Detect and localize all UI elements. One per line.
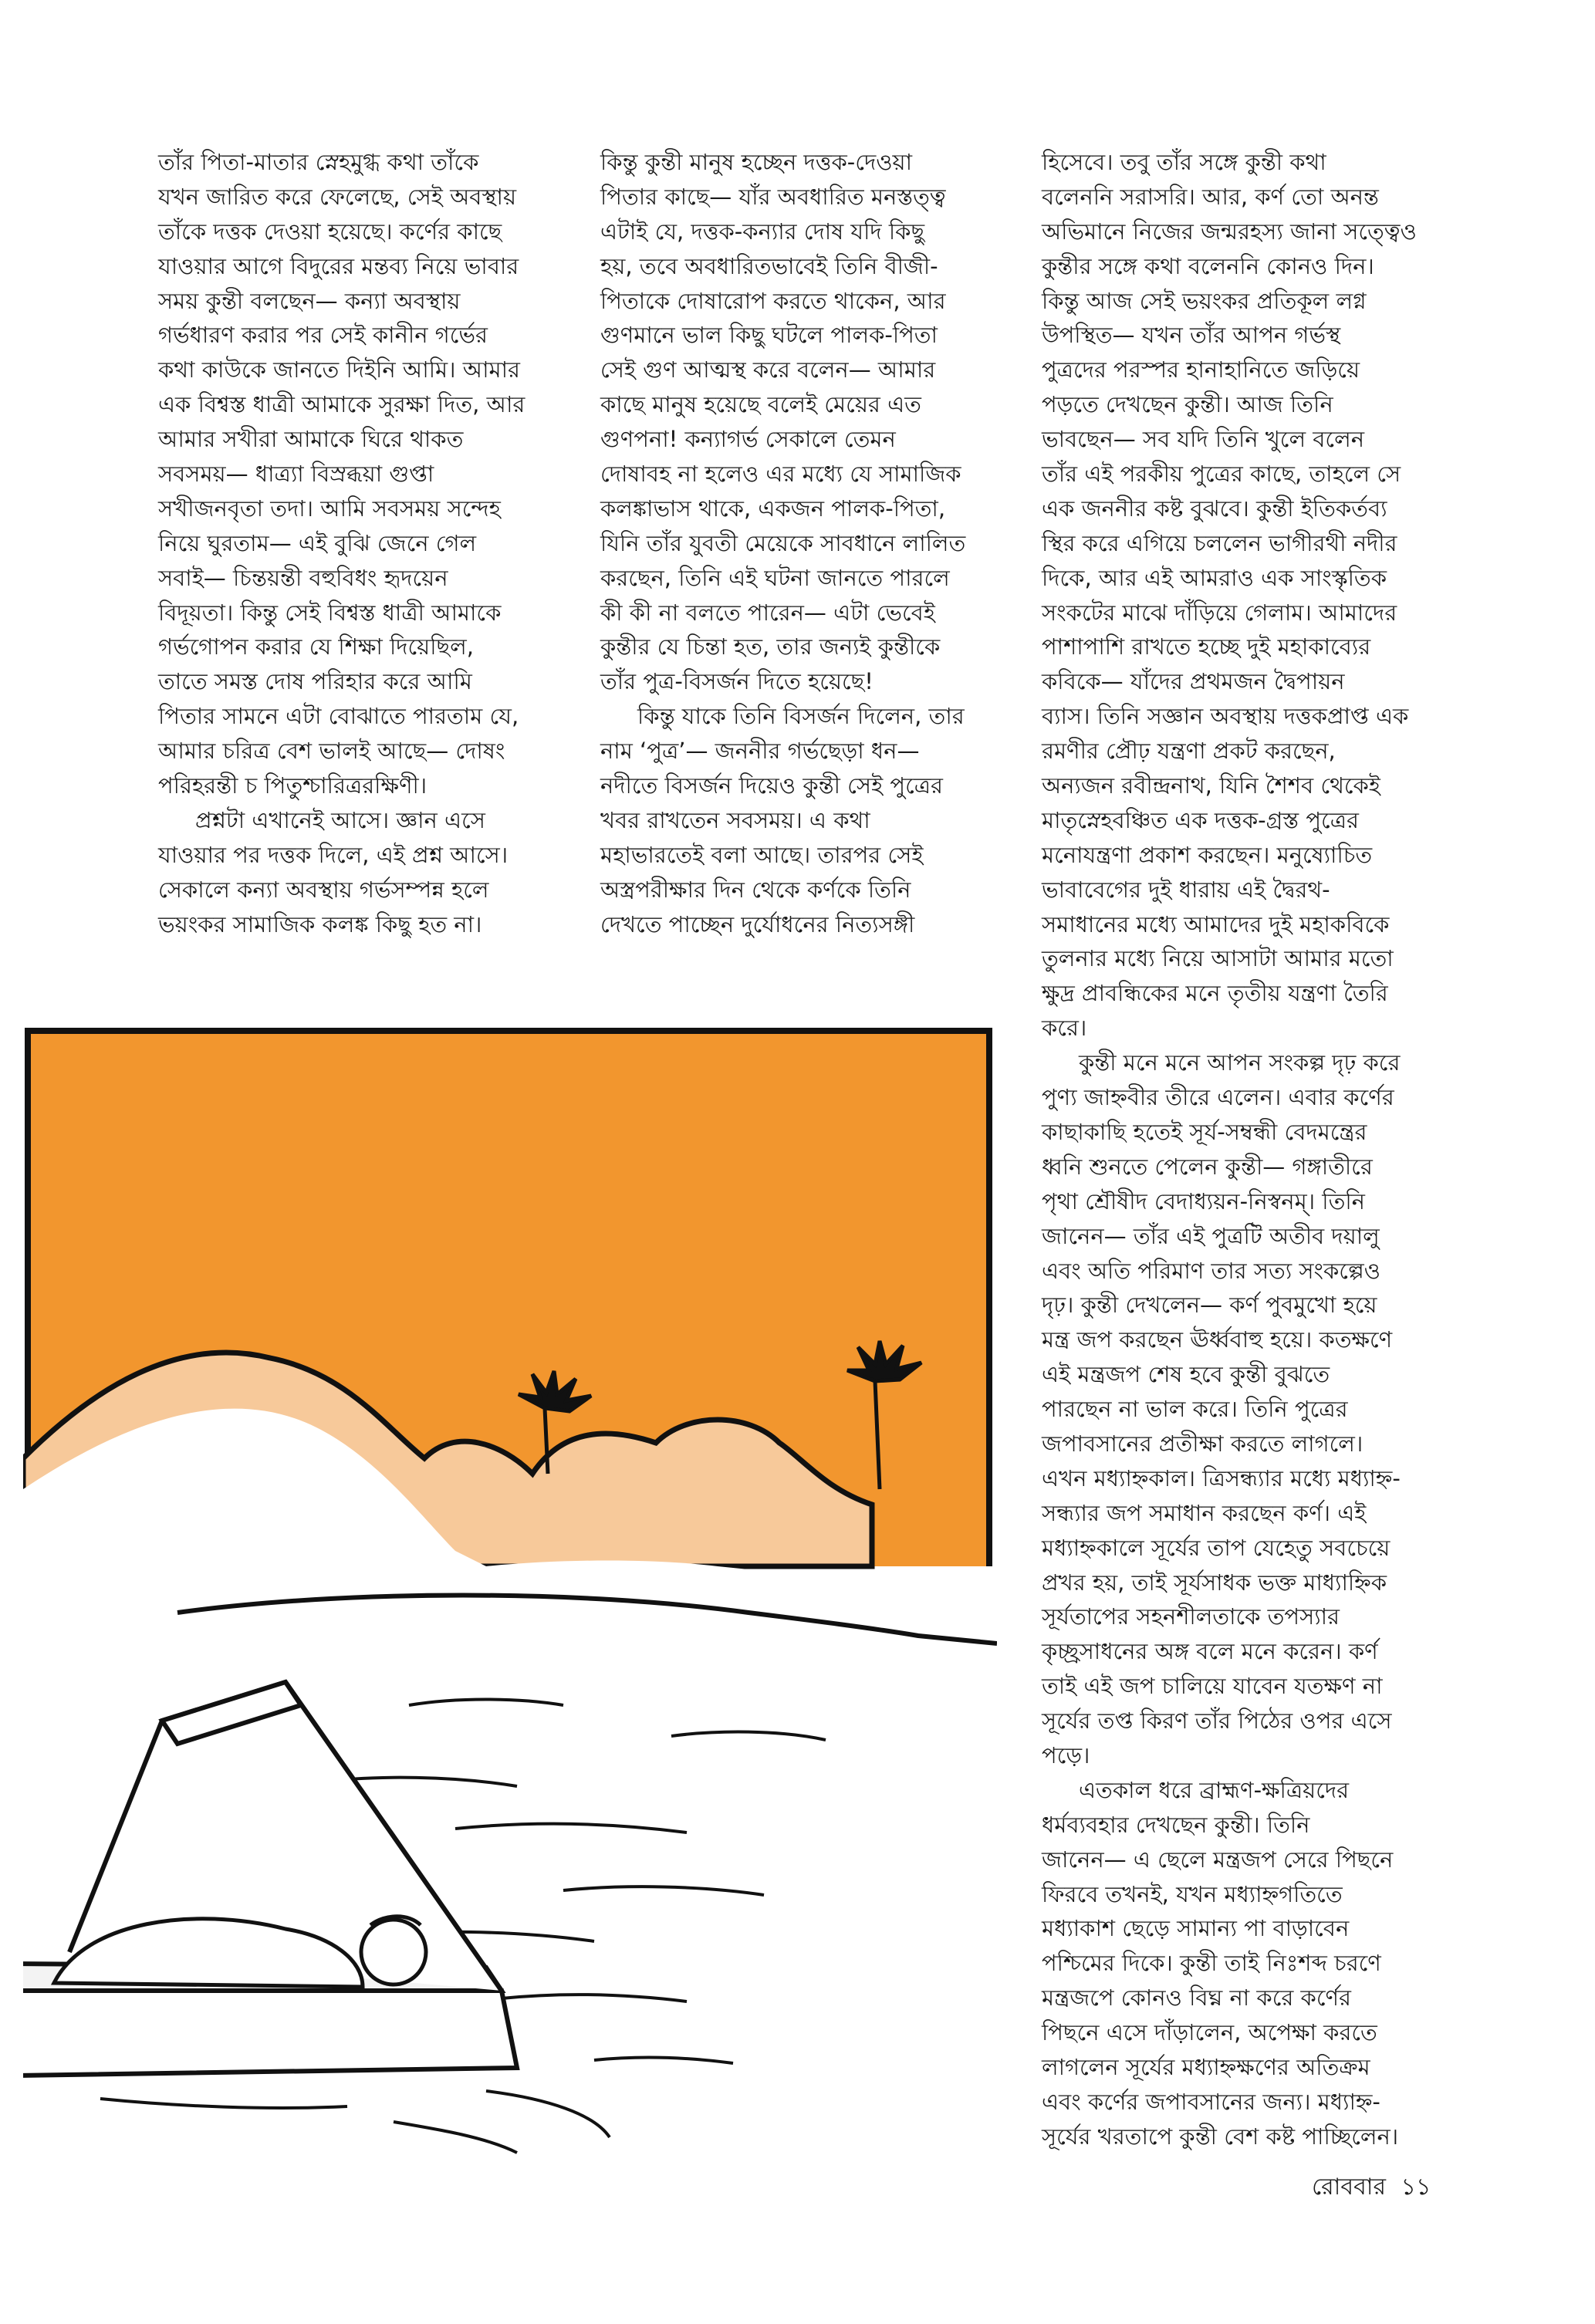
column-3-line: দৃঢ়। কুন্তী দেখলেন— কর্ণ পুবমুখো হয়ে [1042, 1292, 1377, 1319]
column-3-line: মনোযন্ত্রণা প্রকাশ করছেন। মনুষ্যোচিত [1042, 841, 1373, 868]
column-3-line: পারছেন না ভাল করে। তিনি পুত্রের [1042, 1396, 1348, 1423]
column-3-line: ভাবাবেগের দুই ধারায় এই দ্বৈরথ- [1042, 876, 1330, 903]
column-3-line: পুত্রদের পরস্পর হানাহানিতে জড়িয়ে [1042, 356, 1360, 383]
column-3-line: পড়ে। [1042, 1741, 1090, 1768]
column-2-line: দেখতে পাচ্ছেন দুর্যোধনের নিত্যসঙ্গী [600, 910, 915, 937]
illustration-river-basket [23, 1026, 997, 2160]
column-3-line: সূর্যতাপের সহনশীলতাকে তপস্যার [1042, 1603, 1340, 1630]
magazine-name: রোববার [1312, 2174, 1386, 2201]
column-1-line: সময় কুন্তী বলছেন— কন্যা অবস্থায় [158, 287, 461, 314]
column-3-line: পড়তে দেখছেন কুন্তী। আজ তিনি [1042, 391, 1333, 418]
column-3-line: ব্যাস। তিনি সজ্ঞান অবস্থায় দত্তকপ্রাপ্ত এক [1042, 703, 1409, 730]
column-1-line: তাঁকে দত্তক দেওয়া হয়েছে। কর্ণের কাছে [158, 218, 502, 245]
column-1-line: গর্ভধারণ করার পর সেই কানীন গর্ভের [158, 322, 488, 349]
column-2-line: কাছে মানুষ হয়েছে বলেই মেয়ের এত [600, 391, 921, 418]
column-3-line: এবং কর্ণের জপাবসানের জন্য। মধ্যাহ্ন- [1042, 2088, 1380, 2115]
page-footer [1312, 2168, 1438, 2207]
column-1-line: আমার চরিত্র বেশ ভালই আছে— দোষং [158, 738, 505, 765]
column-2-line: কিন্তু যাকে তিনি বিসর্জন দিলেন, তার [637, 703, 965, 730]
column-3-line: ফিরবে তখনই, যখন মধ্যাহ্নগতিতে [1042, 1880, 1343, 1907]
column-2-line: কলঙ্কাভাস থাকে, একজন পালক-পিতা, [600, 495, 946, 522]
column-2-line: খবর রাখতেন সবসময়। এ কথা [600, 806, 870, 833]
column-3-line: সমাধানের মধ্যে আমাদের দুই মহাকবিকে [1042, 910, 1390, 937]
column-1-line: তাঁর পিতা-মাতার স্নেহমুগ্ধ কথা তাঁকে [158, 149, 479, 175]
column-2-line: অস্ত্রপরীক্ষার দিন থেকে কর্ণকে তিনি [600, 876, 911, 903]
column-3-line: সূর্যের খরতাপে কুন্তী বেশ কষ্ট পাচ্ছিলেন। [1042, 2123, 1399, 2150]
column-3-line: এই মন্ত্রজপ শেষ হবে কুন্তী বুঝতে [1042, 1361, 1330, 1388]
column-1-line: নিয়ে ঘুরতাম— এই বুঝি জেনে গেল [158, 529, 477, 556]
column-3-line: জপাবসানের প্রতীক্ষা করতে লাগলে। [1042, 1430, 1364, 1457]
column-3-line: পুণ্য জাহ্নবীর তীরে এলেন। এবার কর্ণের [1042, 1084, 1394, 1111]
column-3-line: সূর্যের তপ্ত কিরণ তাঁর পিঠের ওপর এসে [1042, 1708, 1392, 1735]
column-1-line: কথা কাউকে জানতে দিইনি আমি। আমার [158, 356, 520, 383]
column-3-line: সন্ধ্যার জপ সমাধান করছেন কর্ণ। এই [1042, 1499, 1367, 1526]
column-1-line: যখন জারিত করে ফেলেছে, সেই অবস্থায় [158, 183, 517, 210]
column-3-line: ধ্বনি শুনতে পেলেন কুন্তী— গঙ্গাতীরে [1042, 1153, 1373, 1180]
column-3-line: অন্যজন রবীন্দ্রনাথ, যিনি শৈশব থেকেই [1042, 772, 1380, 799]
column-3-line: স্থির করে এগিয়ে চললেন ভাগীরথী নদীর [1042, 529, 1397, 556]
column-1-line: এক বিশ্বস্ত ধাত্রী আমাকে সুরক্ষা দিত, আর [158, 391, 525, 418]
column-3-line: দিকে, আর এই আমরাও এক সাংস্কৃতিক [1042, 564, 1387, 591]
column-3-line: পৃথা শ্রৌষীদ বেদাধ্যয়ন-নিস্বনম্। তিনি [1042, 1187, 1365, 1214]
column-1-line: সেকালে কন্যা অবস্থায় গর্ভসম্পন্ন হলে [158, 876, 489, 903]
column-3-line: তুলনার মধ্যে নিয়ে আসাটা আমার মতো [1042, 945, 1394, 972]
article-column-3 [1042, 145, 1417, 2154]
column-1-line: সবসময়— ধাত্র্যা বিস্রব্ধয়া গুপ্তা [158, 461, 434, 488]
column-3-line: এবং অতি পরিমাণ তার সত্য সংকল্পেও [1042, 1257, 1381, 1284]
column-1-line: আমার সখীরা আমাকে ঘিরে থাকত [158, 426, 464, 453]
column-2-line: তাঁর পুত্র-বিসর্জন দিতে হয়েছে! [600, 668, 874, 695]
column-3-line: কুন্তীর সঙ্গে কথা বলেননি কোনও দিন। [1042, 252, 1374, 279]
column-3-line: মন্ত্র জপ করছেন ঊর্ধ্ববাহু হয়ে। কতক্ষণে [1042, 1326, 1393, 1353]
column-2-line: কিন্তু কুন্তী মানুষ হচ্ছেন দত্তক-দেওয়া [600, 149, 913, 175]
column-3-line: কৃচ্ছ্রসাধনের অঙ্গ বলে মনে করেন। কর্ণ [1042, 1638, 1378, 1665]
column-2-line: কী কী না বলতে পারেন— এটা ভেবেই [600, 599, 935, 626]
column-2-line: নদীতে বিসর্জন দিয়েও কুন্তী সেই পুত্রের [600, 772, 943, 799]
column-3-line: এখন মধ্যাহ্নকাল। ত্রিসন্ধ্যার মধ্যে মধ্যাহ্ন- [1042, 1464, 1401, 1491]
column-1-line: পরিহরন্তী চ পিতুশ্চারিত্ররক্ষিণী। [158, 772, 427, 799]
column-2-line: সেই গুণ আত্মস্থ করে বলেন— আমার [600, 356, 936, 383]
column-3-line: বলেননি সরাসরি। আর, কর্ণ তো অনন্ত [1042, 183, 1379, 210]
column-3-line: লাগলেন সূর্যের মধ্যাহ্নক্ষণের অতিক্রম [1042, 2053, 1370, 2080]
column-3-line: পাশাপাশি রাখতে হচ্ছে দুই মহাকাব্যের [1042, 633, 1371, 660]
column-3-line: মাতৃস্নেহবঞ্চিত এক দত্তক-গ্রস্ত পুত্রের [1042, 806, 1359, 833]
column-1-line: পিতার সামনে এটা বোঝাতে পারতাম যে, [158, 703, 519, 730]
column-2-line: কুন্তীর যে চিন্তা হত, তার জন্যই কুন্তীকে [600, 633, 941, 660]
article-column-2 [600, 145, 965, 941]
column-3-line: ধর্মব্যবহার দেখছেন কুন্তী। তিনি [1042, 1811, 1310, 1838]
column-1-line: প্রশ্নটা এখানেই আসে। জ্ঞান এসে [195, 806, 485, 833]
column-3-line: কাছাকাছি হতেই সূর্য-সম্বন্ধী বেদমন্ত্রের [1042, 1118, 1367, 1145]
column-2-line: দোষাবহ না হলেও এর মধ্যে যে সামাজিক [600, 461, 961, 488]
column-3-line: হিসেবে। তবু তাঁর সঙ্গে কুন্তী কথা [1042, 149, 1326, 175]
column-1-line: বিদূয়তা। কিন্তু সেই বিশ্বস্ত ধাত্রী আমাকে [158, 599, 502, 626]
column-2-line: পিতার কাছে— যাঁর অবধারিত মনস্তত্ত্ব [600, 183, 946, 210]
column-3-line: জানেন— এ ছেলে মন্ত্রজপ সেরে পিছনে [1042, 1846, 1394, 1873]
column-3-line: রমণীর প্রৌঢ় যন্ত্রণা প্রকট করছেন, [1042, 738, 1336, 765]
column-3-line: প্রখর হয়, তাই সূর্যসাধক ভক্ত মাধ্যাহ্নিক [1042, 1569, 1387, 1596]
column-3-line: উপস্থিত— যখন তাঁর আপন গর্ভস্থ [1042, 322, 1341, 349]
column-2-line: গুণপনা! কন্যাগর্ভ সেকালে তেমন [600, 426, 896, 453]
column-2-line: করছেন, তিনি এই ঘটনা জানতে পারলে [600, 564, 950, 591]
column-3-line: মধ্যাহ্নকালে সূর্যের তাপ যেহেতু সবচেয়ে [1042, 1534, 1391, 1561]
column-3-line: কবিকে— যাঁদের প্রথমজন দ্বৈপায়ন [1042, 668, 1345, 695]
column-1-line: সখীজনবৃতা তদা। আমি সবসময় সন্দেহ [158, 495, 501, 522]
column-3-line: করে। [1042, 1015, 1087, 1042]
column-2-line: হয়, তবে অবধারিতভাবেই তিনি বীজী- [600, 252, 938, 279]
column-3-line: ক্ষুদ্র প্রাবন্ধিকের মনে তৃতীয় যন্ত্রণা তৈরি [1042, 980, 1388, 1007]
page-number: ১১ [1401, 2174, 1431, 2201]
column-1-line: সবাই— চিন্তয়ন্তী বহুবিধং হৃদয়েন [158, 564, 448, 591]
column-3-line: পশ্চিমের দিকে। কুন্তী তাই নিঃশব্দ চরণে [1042, 1950, 1381, 1977]
column-1-line: যাওয়ার পর দত্তক দিলে, এই প্রশ্ন আসে। [158, 841, 509, 868]
column-2-line: যিনি তাঁর যুবতী মেয়েকে সাবধানে লালিত [600, 529, 966, 556]
column-1-line: যাওয়ার আগে বিদুরের মন্তব্য নিয়ে ভাবার [158, 252, 519, 279]
column-3-line: এক জননীর কষ্ট বুঝবে। কুন্তী ইতিকর্তব্য [1042, 495, 1387, 522]
column-2-line: মহাভারতেই বলা আছে। তারপর সেই [600, 841, 924, 868]
column-3-line: এতকাল ধরে ব্রাহ্মণ-ক্ষত্রিয়দের [1079, 1776, 1350, 1803]
column-2-line: নাম ‘পুত্র’— জননীর গর্ভছেড়া ধন— [600, 738, 920, 765]
column-3-line: অভিমানে নিজের জন্মরহস্য জানা সত্ত্বেও [1042, 218, 1417, 245]
column-3-line: মন্ত্রজপে কোনও বিঘ্ন না করে কর্ণের [1042, 1985, 1351, 2012]
column-3-line: সংকটের মাঝে দাঁড়িয়ে গেলাম। আমাদের [1042, 599, 1397, 626]
column-3-line: পিছনে এসে দাঁড়ালেন, অপেক্ষা করতে [1042, 2019, 1377, 2046]
column-3-line: কুন্তী মনে মনে আপন সংকল্প দৃঢ় করে [1079, 1049, 1401, 1076]
column-1-line: গর্ভগোপন করার যে শিক্ষা দিয়েছিল, [158, 633, 474, 660]
column-3-line: ভাবছেন— সব যদি তিনি খুলে বলেন [1042, 426, 1365, 453]
column-2-line: গুণমানে ভাল কিছু ঘটলে পালক-পিতা [600, 322, 938, 349]
column-3-line: তাই এই জপ চালিয়ে যাবেন যতক্ষণ না [1042, 1673, 1383, 1700]
column-2-line: পিতাকে দোষারোপ করতে থাকেন, আর [600, 287, 946, 314]
column-1-line: তাতে সমস্ত দোষ পরিহার করে আমি [158, 668, 472, 695]
column-3-line: জানেন— তাঁর এই পুত্রটি অতীব দয়ালু [1042, 1222, 1380, 1249]
column-3-line: কিন্তু আজ সেই ভয়ংকর প্রতিকূল লগ্ন [1042, 287, 1367, 314]
column-3-line: মধ্যাকাশ ছেড়ে সামান্য পা বাড়াবেন [1042, 1915, 1350, 1942]
column-1-line: ভয়ংকর সামাজিক কলঙ্ক কিছু হত না। [158, 910, 482, 937]
column-2-line: এটাই যে, দত্তক-কন্যার দোষ যদি কিছু [600, 218, 925, 245]
article-column-1 [158, 145, 525, 941]
column-3-line: তাঁর এই পরকীয় পুত্রের কাছে, তাহলে সে [1042, 461, 1401, 488]
